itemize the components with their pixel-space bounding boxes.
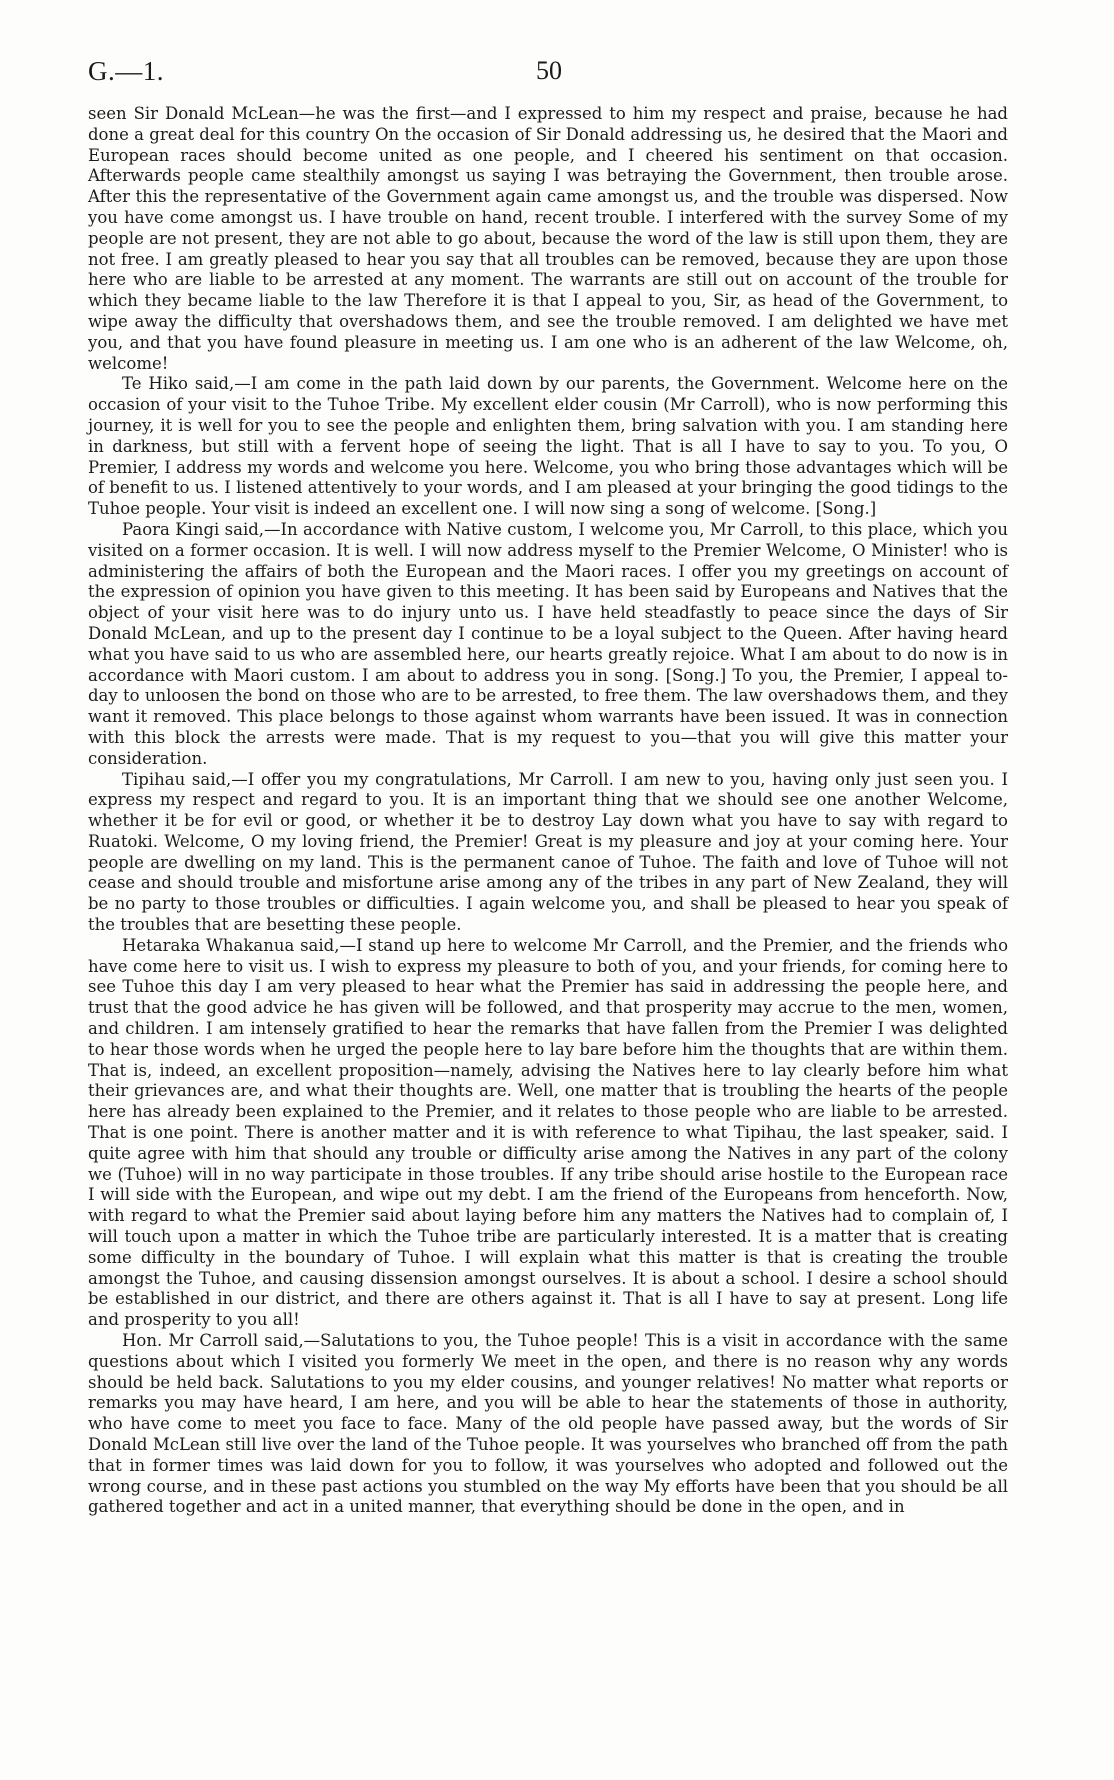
page-number: 50 <box>536 56 562 85</box>
paragraph-mr-carroll: Hon. Mr Carroll said,—Salutations to you, the Tuhoe people! This is a visit in accordance with the same questions about which I visited you formerly We meet in the open, and there is no reason why any words should be held back. Salutations to you my elder cousins, and younger relatives! No matter what reports or remarks you may have heard, I am here, and you will be able to hear the statements of those in authority, who have come to meet you face to face. Many of the old people have passed away, but the words of Sir Donald McLean still live over the land of the Tuhoe people. It was yourselves who branched off from the path that in former times was laid down for you to follow, it was yourselves who adopted and followed out the wrong course, and in these past actions you stumbled on the way My efforts have been that you should be all gathered together and act in a united manner, that everything should be done in the open, and in <box>88 1331 1008 1517</box>
page-header <box>88 56 1008 96</box>
paragraph-continuation: seen Sir Donald McLean—he was the first—and I expressed to him my respect and praise, because he had done a great deal for this country On the occasion of Sir Donald addressing us, he desired that the Maori and European races should become united as one people, and I cheered his sentiment on that occasion. Afterwards people came stealthily amongst us saying I was betraying the Government, then trouble arose. After this the representative of the Government again came amongst us, and the trouble was dispersed. Now you have come amongst us. I have trouble on hand, recent trouble. I interfered with the survey Some of my people are not present, they are not able to go about, because the word of the law is still upon them, they are not free. I am greatly pleased to hear you say that all troubles can be removed, because they are upon those here who are liable to be arrested at any moment. The warrants are still out on account of the trouble for which they became liable to the law Therefore it is that I appeal to you, Sir, as head of the Government, to wipe away the difficulty that overshadows them, and see the trouble removed. I am delighted we have met you, and that you have found pleasure in meeting us. I am one who is an adherent of the law Welcome, oh, welcome! <box>88 104 1008 373</box>
paragraph-te-hiko: Te Hiko said,—I am come in the path laid down by our parents, the Government. Welcome here on the occasion of your visit to the Tuhoe Tribe. My excellent elder cousin (Mr Carroll), who is now performing this journey, it is well for you to see the people and enlighten them, bring salvation with you. I am standing here in darkness, but still with a fervent hope of seeing the light. That is all I have to say to you. To you, O Premier, I address my words and welcome you here. Welcome, you who bring those advantages which will be of benefit to us. I listened attentively to your words, and I am pleased at your bringing the good tidings to the Tuhoe people. Your visit is indeed an excellent one. I will now sing a song of welcome. [Song.] <box>88 374 1008 519</box>
paragraph-hetaraka-whakanua: Hetaraka Whakanua said,—I stand up here to welcome Mr Carroll, and the Premier, and the friends who have come here to visit us. I wish to express my pleasure to both of you, and your friends, for coming here to see Tuhoe this day I am very pleased to hear what the Premier has said in addressing the people here, and trust that the good advice he has given will be followed, and that prosperity may accrue to the men, women, and children. I am intensely gratified to hear the remarks that have fallen from the Premier I was delighted to hear those words when he urged the people here to lay bare before him the thoughts that are within them. That is, indeed, an excellent proposition—namely, advising the Natives here to lay clearly before him what their grievances are, and what their thoughts are. Well, one matter that is troubling the hearts of the people here has already been explained to the Premier, and it relates to those people who are liable to be arrested. That is one point. There is another matter and it is with reference to what Tipihau, the last speaker, said. I quite agree with him that should any trouble or difficulty arise among the Natives in any part of the colony we (Tuhoe) will in no way participate in those troubles. If any tribe should arise hostile to the European race I will side with the European, and wipe out my debt. I am the friend of the Europeans from henceforth. Now, with regard to what the Premier said about laying before him any matters the Natives had to complain of, I will touch upon a matter in which the Tuhoe tribe are particularly interested. It is a matter that is creating some difficulty in the boundary of Tuhoe. I will explain what this matter is that is creating the trouble amongst the Tuhoe, and causing dissension amongst ourselves. It is about a school. I desire a school should be established in our district, and there are others against it. That is all I have to say at present. Long life and prosperity to you all! <box>88 935 1008 1330</box>
document-code: G.—1. <box>88 56 164 86</box>
paragraph-tipihau: Tipihau said,—I offer you my congratulations, Mr Carroll. I am new to you, having only just seen you. I express my respect and regard to you. It is an important thing that we should see one another Welcome, whether it be for evil or good, or whether it be to destroy Lay down what you have to say with regard to Ruatoki. Welcome, O my loving friend, the Premier! Great is my pleasure and joy at your coming here. Your people are dwelling on my land. This is the permanent canoe of Tuhoe. The faith and love of Tuhoe will not cease and should trouble and misfortune arise among any of the tribes in any part of New Zealand, they will be no party to those troubles or difficulties. I again welcome you, and shall be pleased to hear you speak of the troubles that are besetting these people. <box>88 769 1008 935</box>
body-text <box>88 104 1008 1518</box>
paragraph-paora-kingi: Paora Kingi said,—In accordance with Native custom, I welcome you, Mr Carroll, to this place, which you visited on a former occasion. It is well. I will now address myself to the Premier Welcome, O Minister! who is administering the affairs of both the European and the Maori races. I offer you my greetings on account of the expression of opinion you have given to this meeting. It has been said by Europeans and Natives that the object of your visit here was to do injury unto us. I have held steadfastly to peace since the days of Sir Donald McLean, and up to the present day I continue to be a loyal subject to the Queen. After having heard what you have said to us who are assembled here, our hearts greatly rejoice. What I am about to do now is in accordance with Maori custom. I am about to address you in song. [Song.] To you, the Premier, I appeal to-day to unloosen the bond on those who are to be arrested, to free them. The law overshadows them, and they want it removed. This place belongs to those against whom warrants have been issued. It was in connection with this block the arrests were made. That is my request to you—that you will give this matter your consideration. <box>88 519 1008 768</box>
